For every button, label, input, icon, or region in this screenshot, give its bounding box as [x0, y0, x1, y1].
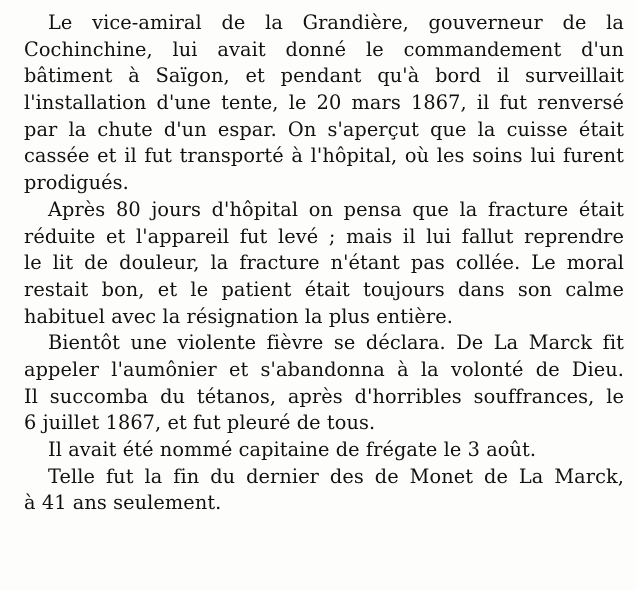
text-line: Cochinchine, lui avait donné le commandement d'un	[24, 37, 624, 61]
paragraph-4	[24, 437, 624, 464]
text-line: 6 juillet 1867, et fut pleuré de tous.	[24, 411, 376, 435]
text-line: appeler l'aumônier et s'abandonna à la volonté de Dieu.	[24, 357, 624, 381]
text-line: le lit de douleur, la fracture n'étant pas collée. Le moral	[24, 251, 624, 275]
paragraph-1	[24, 10, 624, 197]
text-line: par la chute d'un espar. On s'aperçut que la cuisse était	[24, 117, 624, 141]
text-line: Il avait été nommé capitaine de frégate le 3 août.	[48, 438, 537, 461]
text-line: Bientôt une violente fièvre se déclara. De La Marck fit	[48, 331, 624, 355]
text-line: habituel avec la résignation la plus entière.	[24, 304, 453, 328]
text-line: cassée et il fut transporté à l'hôpital, où les soins lui furent	[24, 144, 624, 168]
text-line: prodigués.	[24, 171, 129, 195]
text-line: bâtiment à Saïgon, et pendant qu'à bord il surveillait	[24, 64, 624, 88]
paragraph-2	[24, 197, 624, 330]
text-line: Telle fut la fin du dernier des de Monet de La Marck,	[48, 464, 624, 488]
text-line: à 41 ans seulement.	[24, 491, 222, 515]
paragraph-3	[24, 330, 624, 437]
text-line: restait bon, et le patient était toujours dans son calme	[24, 277, 624, 301]
text-line: l'installation d'une tente, le 20 mars 1867, il fut renversé	[24, 91, 624, 115]
text-line: réduite et l'appareil fut levé ; mais il lui fallut reprendre	[24, 224, 624, 248]
paragraph-5	[24, 464, 624, 517]
text-line: Le vice-amiral de la Grandière, gouverneur de la	[48, 11, 624, 34]
text-line: Il succomba du tétanos, après d'horribles souffrances, le	[24, 384, 624, 408]
body-text	[24, 10, 624, 517]
text-line: Après 80 jours d'hôpital on pensa que la fracture était	[48, 197, 624, 221]
